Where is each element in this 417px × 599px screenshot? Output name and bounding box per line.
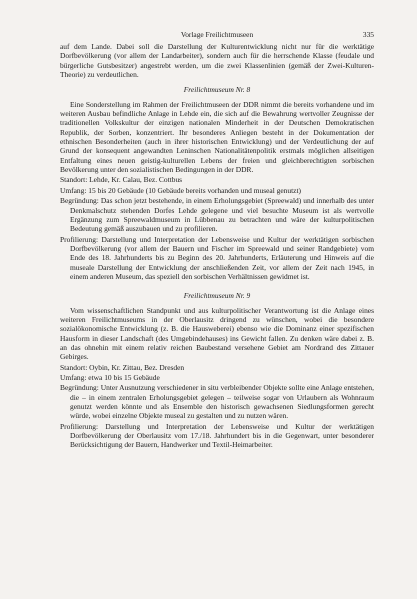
museum-9-begruendung: Begründung: Unter Ausnutzung verschiedener in situ verbleibender Objekte sollte eine Anlage entstehen, die – in einem zentralen Erholungsgebiet gelegen – teilweise sogar von Urlaubern als Wohnraum genutzt werden könnte und als Ensemble den historisch gewachsenen Siedlungsformen gerecht würde, wobei einzelne Objekte museal zu gestalten und zu nutzen wären. [60, 383, 374, 421]
museum-8-begruendung: Begründung: Das schon jetzt bestehende, in einem Erholungsgebiet (Spreewald) und innerhalb des unter Denkmalschutz stehenden Dorfes Lehde gelegene und viel besuchte Museum ist als wertvolle Ergänzung zum Spreewaldmuseum in Lübbenau zu betrachten und wäre der kulturpolitischen Bedeutung gemäß auszubauen und zu profilieren. [60, 196, 374, 234]
museum-9-profilierung: Profilierung: Darstellung und Interpretation der Lebensweise und Kultur der werktätigen Dorfbevölkerung der Oberlausitz vom 17./18. Jahrhundert bis in die Gegenwart, unter besonderer Berücksichtigung der Bauern, Handwerker und Textil-Heimarbeiter. [60, 421, 374, 450]
museum-8-standort: Standort: Lehde, Kr. Calau, Bez. Cottbus [60, 175, 183, 185]
museum-8-umfang: Umfang: 15 bis 20 Gebäude (10 Gebäude bereits vorhanden und museal genutzt) [60, 185, 302, 195]
page-header [60, 12, 374, 39]
page-number: 335 [362, 30, 374, 39]
running-title: Vorlage Freilichtmuseen [180, 30, 254, 39]
section-gap [60, 281, 374, 285]
museum-8-paragraph: Eine Sonderstellung im Rahmen der Freilichtmuseen der DDR nimmt die bereits vorhandene und im weiteren Ausbau befindliche Anlage in Lehde ein, die sich auf die Bewahrung wertvoller Zeugnisse der traditionellen Volkskultur der einzigen nationalen Minderheit in der Deutschen Demokratischen Republik, der Sorben, konzentriert. Ihr besonderes Anliegen besteht in der Dokumentation der ethnischen Besonderheiten (auch in ihrer historischen Entwicklung) und der Verdeutlichung der auf Grund der konsequent angewandten Leninschen Nationalitätenpolitik erstmals möglichen allseitigen Entfaltung eines neuen geistig-kulturellen Lebens der freien und gleichberechtigten sorbischen Bevölkerung unter den sozialistischen Bedingungen in der DDR. [60, 99, 374, 175]
section-title-museum-9: Freilichtmuseum Nr. 9 [183, 291, 251, 301]
museum-9-standort: Standort: Oybin, Kr. Zittau, Bez. Dresden [60, 362, 185, 372]
museum-9-paragraph: Vom wissenschaftlichen Standpunkt und aus kulturpolitischer Verantwortung ist die Anlage eines weiteren Freilichtmuseums in der Oberlausitz dringend zu wünschen, wobei die besondere sozialökonomische Entwicklung (z. B. die Hausweberei) ebenso wie die Dominanz einer spezifischen Hausform in dieser Landschaft (des Umgebindehauses) ins Gewicht fallen. Zu denken wäre dabei z. B. an das ohnehin mit einem relativ reichen Baubestand versehene Gebiet am Nordrand des Zittauer Gebirges. [60, 305, 374, 362]
museum-8-profilierung: Profilierung: Darstellung und Interpretation der Lebensweise und Kultur der werktätigen sorbischen Dorfbevölkerung (vor allem der Bauern und Fischer im Spreewald und seiner Randgebiete) vom Ende des 18. Jahrhunderts bis zu Beginn des 20. Jahrhunderts, Erläuterung und Hinweis auf die museale Darstellung der Entwicklung der anschließenden Zeit, vor allem der Zeit nach 1945, in einem anderen Museum, das speziell den sorbischen Verhältnissen gewidmet ist. [60, 234, 374, 281]
intro-paragraph: auf dem Lande. Dabei soll die Darstellung der Kulturentwicklung nicht nur für die werktätige Dorfbevölkerung (vor allem der Landarbeiter), sondern auch für die herrschende Klasse (feudale und bürgerliche Gutsbesitzer) angestrebt werden, um die zwei Klassenlinien (gemäß der Zwei-Kulturen-Theorie) zu verdeutlichen. [60, 42, 374, 80]
section-title-museum-8: Freilichtmuseum Nr. 8 [183, 85, 251, 95]
page-body [60, 42, 374, 450]
museum-9-umfang: Umfang: etwa 10 bis 15 Gebäude [60, 373, 160, 382]
